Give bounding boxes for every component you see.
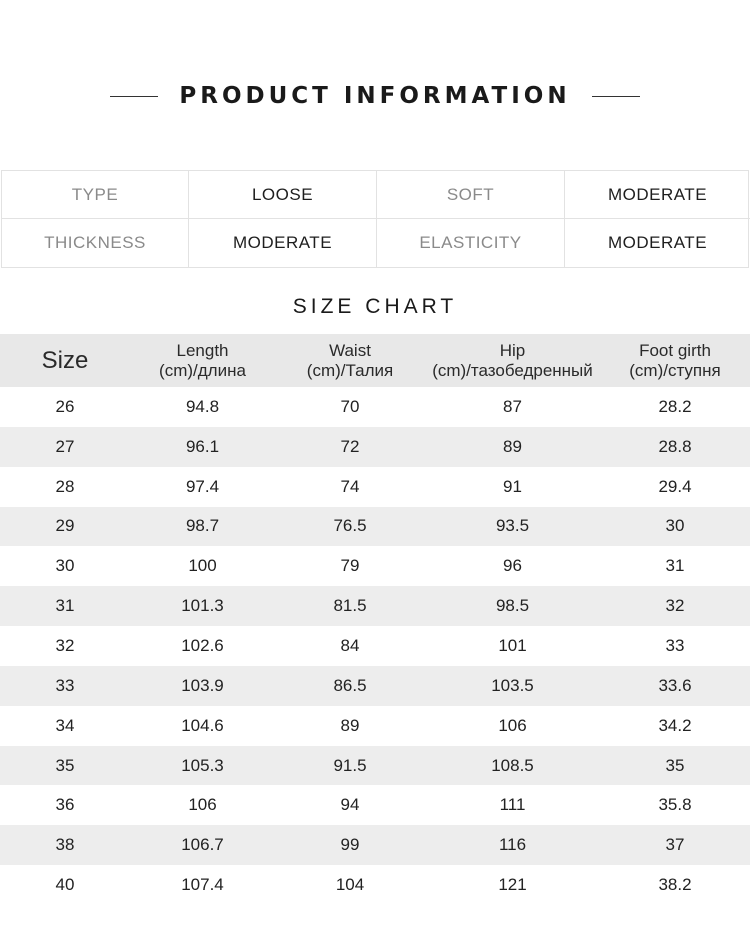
table-row <box>0 507 750 547</box>
table-row <box>0 825 750 865</box>
cell-waist: 99 <box>340 835 360 855</box>
header-waist <box>275 334 425 387</box>
cell-hip: 108.5 <box>491 755 534 775</box>
size-chart-body <box>0 387 750 905</box>
cell-foot-girth: 35.8 <box>658 795 692 815</box>
header-foot-girth-label: Foot girth <box>639 340 711 360</box>
cell-waist: 76.5 <box>333 516 367 536</box>
info-key-soft: SOFT <box>377 171 565 219</box>
cell-waist: 72 <box>340 436 360 456</box>
cell-foot-girth: 38.2 <box>658 875 692 895</box>
cell-length: 105.3 <box>181 755 224 775</box>
cell-size: 33 <box>55 675 75 695</box>
table-row <box>0 666 750 706</box>
cell-waist: 81.5 <box>333 596 367 616</box>
header-size-label: Size <box>41 346 89 374</box>
cell-size: 27 <box>55 436 75 456</box>
cell-hip: 121 <box>498 875 527 895</box>
cell-hip: 103.5 <box>491 675 534 695</box>
cell-length: 102.6 <box>181 635 224 655</box>
header-waist-label: Waist <box>329 340 371 360</box>
cell-waist: 104 <box>335 875 365 895</box>
cell-size: 26 <box>55 396 75 416</box>
table-row <box>0 746 750 786</box>
cell-waist: 94 <box>340 795 360 815</box>
table-row <box>0 706 750 746</box>
cell-foot-girth: 32 <box>665 596 685 616</box>
cell-waist: 84 <box>340 635 360 655</box>
cell-hip: 101 <box>498 635 527 655</box>
cell-hip: 93.5 <box>495 516 530 536</box>
cell-size: 29 <box>55 516 75 536</box>
cell-foot-girth: 33.6 <box>658 675 692 695</box>
page-title: PRODUCT INFORMATION <box>179 83 571 109</box>
info-value-soft: MODERATE <box>565 171 750 219</box>
cell-waist: 86.5 <box>333 675 367 695</box>
cell-length: 107.4 <box>181 875 224 895</box>
cell-hip: 87 <box>503 396 522 416</box>
cell-waist: 74 <box>340 476 360 496</box>
title-divider-right <box>592 96 640 97</box>
cell-length: 106.7 <box>181 835 224 855</box>
table-row <box>0 865 750 905</box>
product-info-table <box>1 170 749 268</box>
cell-waist: 70 <box>340 396 360 416</box>
cell-hip: 98.5 <box>495 596 530 616</box>
cell-foot-girth: 35 <box>665 755 685 775</box>
cell-length: 106 <box>188 795 217 815</box>
header-hip-unit: (cm)/тазобедренный <box>432 360 593 380</box>
cell-waist: 89 <box>340 715 360 735</box>
size-chart-header <box>0 334 750 387</box>
cell-foot-girth: 29.4 <box>658 476 692 496</box>
cell-foot-girth: 34.2 <box>658 715 692 735</box>
table-row <box>0 387 750 427</box>
header-foot-girth-unit: (cm)/ступня <box>629 360 721 380</box>
cell-waist: 91.5 <box>333 755 367 775</box>
cell-size: 40 <box>55 875 75 895</box>
cell-length: 98.7 <box>185 516 220 536</box>
table-row <box>0 626 750 666</box>
header-length-label: Length <box>176 340 229 360</box>
info-key-elasticity: ELASTICITY <box>377 219 565 267</box>
cell-length: 104.6 <box>181 715 224 735</box>
cell-length: 94.8 <box>185 396 220 416</box>
cell-hip: 111 <box>499 795 526 815</box>
cell-hip: 106 <box>498 715 527 735</box>
header-hip <box>425 334 600 387</box>
cell-size: 30 <box>55 556 75 576</box>
cell-length: 103.9 <box>181 675 224 695</box>
cell-size: 28 <box>55 476 75 496</box>
cell-foot-girth: 33 <box>665 635 685 655</box>
header-length-unit: (cm)/длина <box>159 360 246 380</box>
size-chart-table <box>0 334 750 905</box>
size-chart-title: SIZE CHART <box>292 295 458 318</box>
cell-size: 36 <box>55 795 75 815</box>
product-information-heading <box>0 78 750 114</box>
header-hip-label: Hip <box>499 340 526 360</box>
table-row <box>0 785 750 825</box>
cell-foot-girth: 31 <box>665 556 685 576</box>
cell-foot-girth: 28.8 <box>658 436 692 456</box>
table-row <box>0 427 750 467</box>
cell-size: 34 <box>55 715 75 735</box>
cell-hip: 91 <box>503 476 522 496</box>
info-key-thickness: THICKNESS <box>2 219 189 267</box>
header-size <box>0 334 130 387</box>
cell-foot-girth: 28.2 <box>658 396 692 416</box>
info-value-thickness: MODERATE <box>189 219 377 267</box>
cell-size: 31 <box>55 596 75 616</box>
cell-hip: 96 <box>503 556 522 576</box>
cell-length: 96.1 <box>185 436 220 456</box>
header-length <box>130 334 275 387</box>
cell-foot-girth: 30 <box>665 516 685 536</box>
cell-size: 35 <box>55 755 75 775</box>
cell-hip: 116 <box>498 835 527 855</box>
cell-size: 32 <box>55 635 75 655</box>
info-value-elasticity: MODERATE <box>607 233 708 252</box>
info-key-type: TYPE <box>2 171 189 219</box>
cell-length: 101.3 <box>181 596 224 616</box>
cell-length: 100 <box>188 556 217 576</box>
header-waist-unit: (cm)/Талия <box>306 360 394 380</box>
table-row <box>0 467 750 507</box>
cell-foot-girth: 37 <box>665 835 685 855</box>
cell-length: 97.4 <box>185 476 220 496</box>
cell-hip: 89 <box>503 436 522 456</box>
table-row <box>0 546 750 586</box>
info-value-type: LOOSE <box>189 171 377 219</box>
cell-size: 38 <box>55 835 75 855</box>
table-row <box>0 586 750 626</box>
cell-waist: 79 <box>340 556 360 576</box>
title-divider-left <box>110 96 158 97</box>
header-foot-girth <box>600 334 750 387</box>
